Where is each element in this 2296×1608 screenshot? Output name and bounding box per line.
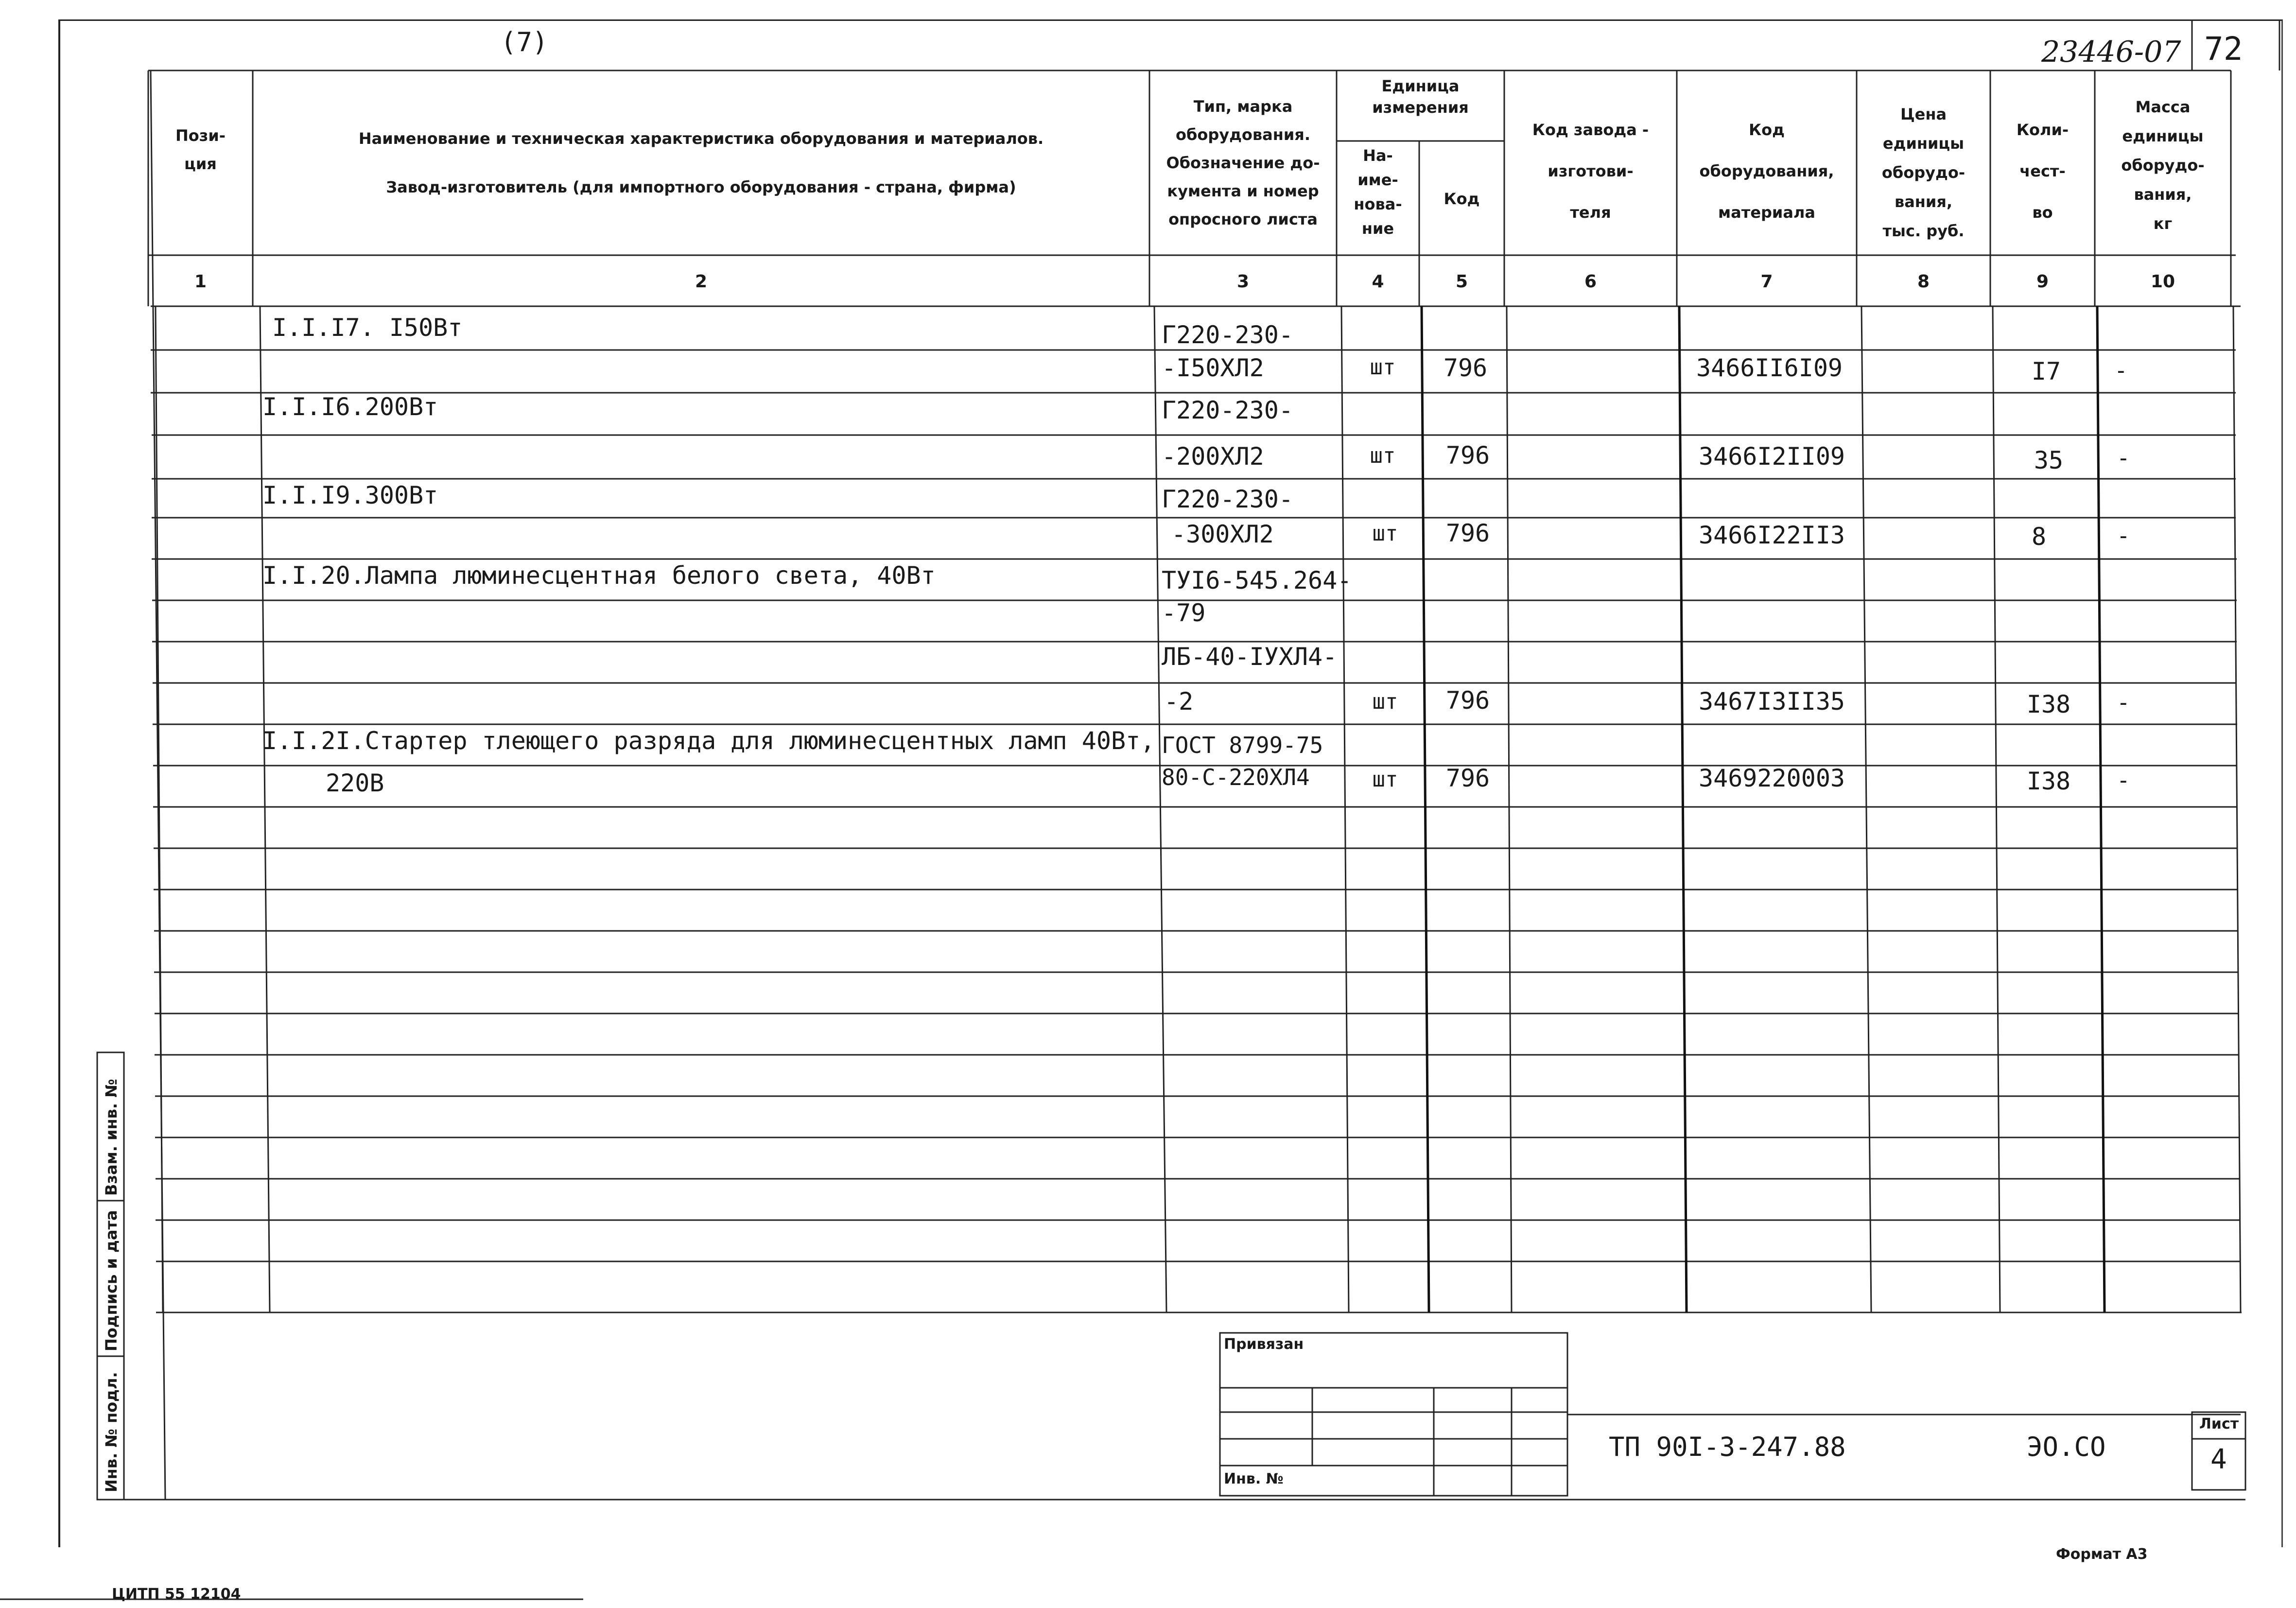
- row-type: Г220-230-: [1162, 321, 1293, 349]
- stamp-vzam-inv: Взам. инв. №: [102, 1079, 121, 1196]
- row-quantity: I7: [2031, 357, 2061, 385]
- header-position: Пози- ция: [175, 126, 226, 173]
- row-item-name: I.I.I7. I50Вт: [272, 314, 463, 342]
- title-list-number: 4: [2210, 1444, 2227, 1475]
- column-number: 4: [1372, 272, 1384, 292]
- row-unit-code: 796: [1445, 519, 1490, 547]
- page-corner-number: 72: [2204, 30, 2243, 68]
- row-mass: -: [2117, 523, 2130, 549]
- row-type: Г220-230-: [1162, 485, 1293, 513]
- footer-stamp: ЦИТП 55 12104: [112, 1586, 241, 1603]
- header-price: Цена единицы оборудо- вания, тыс. руб.: [1881, 105, 1966, 240]
- header-unit-group: Единица измерения: [1372, 77, 1469, 117]
- column-number: 2: [695, 272, 708, 292]
- column-number: 3: [1236, 272, 1250, 292]
- row-unit: шт: [1372, 689, 1398, 714]
- title-list-label: Лист: [2199, 1416, 2239, 1433]
- row-material-code: 3469220003: [1699, 764, 1845, 792]
- row-mass: -: [2117, 445, 2130, 471]
- footer-format: Формат А3: [2056, 1546, 2148, 1563]
- row-type: -2: [1164, 687, 1194, 716]
- header-name: Наименование и техническая характеристика оборудования и материалов. Завод-изготовитель (для импортного оборудования - страна, фирма): [358, 129, 1044, 196]
- row-quantity: 8: [2031, 523, 2047, 551]
- column-number: 5: [1455, 272, 1468, 292]
- row-unit-code: 796: [1445, 441, 1490, 470]
- row-mass: -: [2117, 689, 2130, 716]
- column-number: 10: [2150, 272, 2175, 292]
- header-factory-code: Код завода - изготови- теля: [1532, 121, 1649, 222]
- row-type: ЛБ-40-IУХЛ4-: [1162, 643, 1338, 671]
- row-type: -200ХЛ2: [1162, 442, 1264, 471]
- title-section: ЭО.СО: [2027, 1432, 2106, 1462]
- row-material-code: 3466I22II3: [1699, 521, 1845, 549]
- row-type: 80-С-220ХЛ4: [1162, 764, 1310, 790]
- row-material-code: 3466I2II09: [1699, 442, 1845, 471]
- column-number: 6: [1584, 272, 1597, 292]
- header-unit-name: На- име- нова- ние: [1354, 146, 1402, 238]
- header-type: Тип, марка оборудования. Обозначение до- кумента и номер опросного листа: [1166, 97, 1320, 228]
- row-type: Г220-230-: [1162, 396, 1293, 424]
- row-mass: -: [2117, 767, 2130, 793]
- row-unit: шт: [1372, 521, 1398, 546]
- row-unit-code: 796: [1443, 354, 1488, 382]
- stamp-inv-podl: Инв. № подл.: [102, 1372, 121, 1492]
- header-unit-code: Код: [1444, 190, 1480, 208]
- column-number: 8: [1917, 272, 1930, 292]
- column-number: 7: [1760, 272, 1773, 292]
- row-unit: шт: [1372, 767, 1398, 792]
- title-inv-no: Инв. №: [1224, 1470, 1284, 1487]
- row-item-name: I.I.I6.200Вт: [262, 393, 438, 421]
- row-type: ТУI6-545.264-: [1162, 566, 1352, 594]
- row-type: -79: [1162, 599, 1206, 627]
- row-unit-code: 796: [1445, 686, 1490, 715]
- title-doc-code: ТП 90I-3-247.88: [1609, 1432, 1846, 1462]
- row-item-name: I.I.2I.Стартер тлеющего разряда для люминесцентных ламп 40Вт,: [262, 727, 1155, 755]
- row-quantity: 35: [2034, 446, 2064, 474]
- row-unit-code: 796: [1445, 764, 1490, 792]
- sheet-reference: (7): [501, 27, 548, 57]
- title-privyazan: Привязан: [1224, 1336, 1304, 1353]
- header-mass: Масса единицы оборудо- вания, кг: [2121, 98, 2205, 233]
- row-unit: шт: [1370, 355, 1396, 380]
- row-type: ГОСТ 8799-75: [1162, 732, 1323, 758]
- header-material-code: Код оборудования, материала: [1699, 121, 1834, 222]
- row-unit: шт: [1370, 443, 1396, 468]
- row-item-name: 220В: [326, 769, 384, 797]
- column-number: 9: [2036, 272, 2049, 292]
- handwritten-number: 23446-07: [2041, 35, 2181, 69]
- row-type: -I50ХЛ2: [1162, 354, 1264, 382]
- column-number: 1: [194, 272, 207, 292]
- row-type: -300ХЛ2: [1171, 520, 1274, 548]
- row-mass: -: [2114, 357, 2128, 384]
- header-quantity: Коли- чест- во: [2016, 121, 2069, 222]
- row-item-name: I.I.I9.300Вт: [262, 481, 438, 509]
- row-material-code: 3467I3II35: [1699, 687, 1845, 716]
- row-quantity: I38: [2026, 767, 2071, 795]
- stamp-podpis-data: Подпись и дата: [102, 1210, 121, 1351]
- row-quantity: I38: [2026, 690, 2071, 718]
- row-material-code: 3466II6I09: [1696, 354, 1843, 382]
- row-item-name: I.I.20.Лампа люминесцентная белого света, 40Вт: [262, 561, 936, 590]
